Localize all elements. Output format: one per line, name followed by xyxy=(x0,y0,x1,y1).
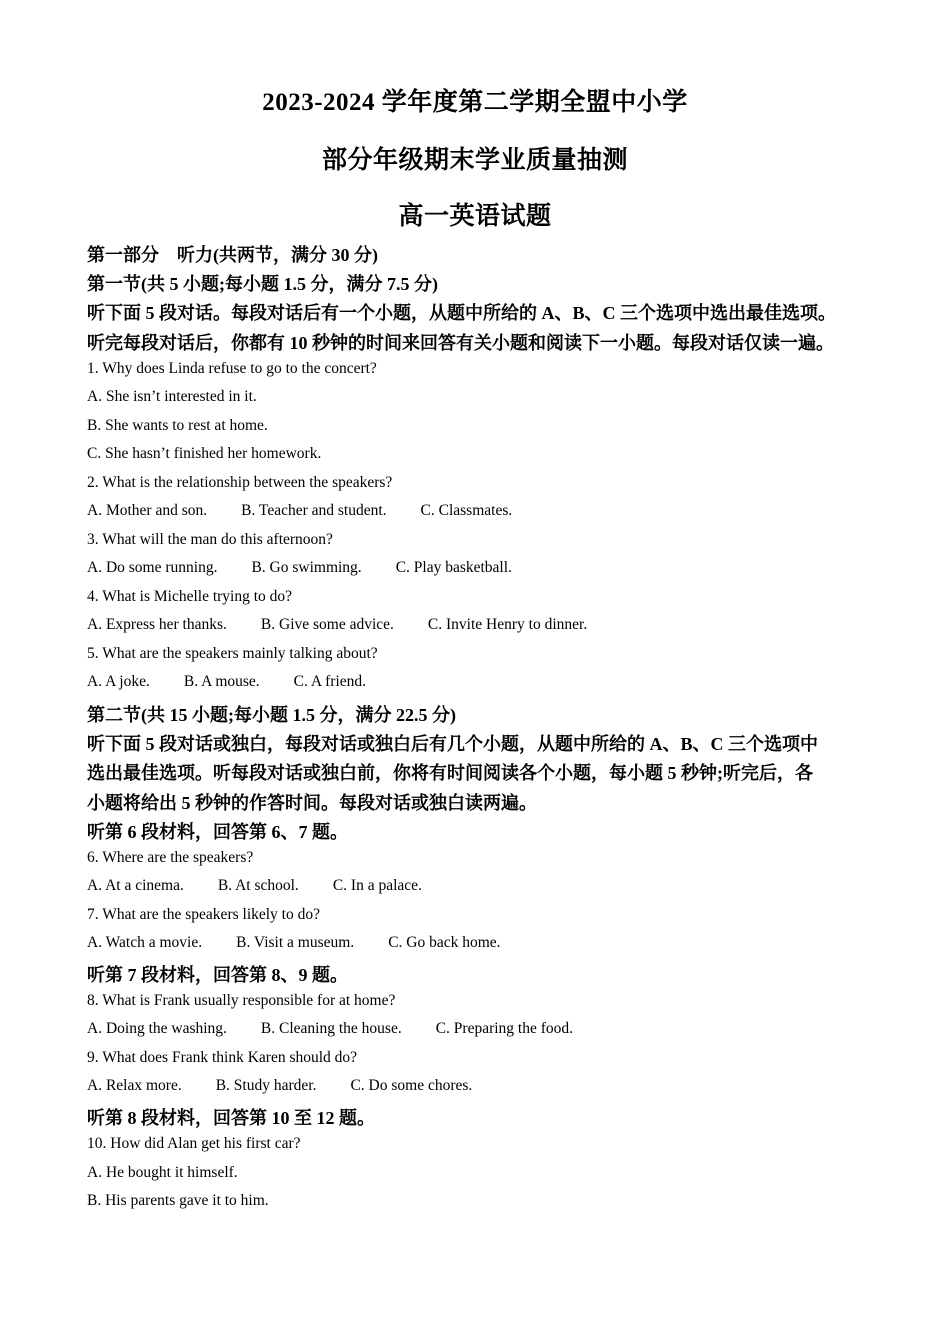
question-2: 2. What is the relationship between the speakers? xyxy=(87,474,393,491)
question-5-option-c: C. A friend. xyxy=(293,673,367,690)
question-10-option-b: B. His parents gave it to him. xyxy=(87,1192,269,1209)
question-10-option-a: A. He bought it himself. xyxy=(87,1164,238,1181)
section2-instruction: 选出最佳选项。听每段对话或独白前，你将有时间阅读各个小题，每小题 5 秒钟;听完后，各 xyxy=(87,763,813,783)
question-8-options xyxy=(87,1020,573,1038)
part1-heading: 第一部分 听力(共两节，满分 30 分) xyxy=(87,245,378,265)
section2-instruction: 听下面 5 段对话或独白，每段对话或独白后有几个小题，从题中所给的 A、B、C 三个选项中 xyxy=(87,734,818,754)
question-4-options xyxy=(87,616,587,634)
question-3-option-a: A. Do some running. xyxy=(87,559,218,576)
question-2-option-c: C. Classmates. xyxy=(420,502,513,519)
section2-instruction: 小题将给出 5 秒钟的作答时间。每段对话或独白读两遍。 xyxy=(87,793,537,813)
material-7-heading: 听第 7 段材料，回答第 8、9 题。 xyxy=(87,965,348,985)
question-6-option-a: A. At a cinema. xyxy=(87,877,184,894)
question-2-option-a: A. Mother and son. xyxy=(87,502,208,519)
question-9: 9. What does Frank think Karen should do? xyxy=(87,1049,358,1066)
question-8-option-a: A. Doing the washing. xyxy=(87,1020,227,1037)
question-9-option-a: A. Relax more. xyxy=(87,1077,182,1094)
question-9-option-c: C. Do some chores. xyxy=(350,1077,473,1094)
section1-instruction: 听下面 5 段对话。每段对话后有一个小题，从题中所给的 A、B、C 三个选项中选出最佳选项。 xyxy=(87,303,836,323)
question-8-option-c: C. Preparing the food. xyxy=(435,1020,574,1037)
section1-instruction: 听完每段对话后，你都有 10 秒钟的时间来回答有关小题和阅读下一小题。每段对话仅读一遍。 xyxy=(87,333,834,353)
question-1-option-b: B. She wants to rest at home. xyxy=(87,417,268,434)
question-7-option-a: A. Watch a movie. xyxy=(87,934,203,951)
material-6-heading: 听第 6 段材料，回答第 6、7 题。 xyxy=(87,822,348,842)
question-1: 1. Why does Linda refuse to go to the concert? xyxy=(87,360,377,377)
exam-title-line-2: 部分年级期末学业质量抽测 xyxy=(321,147,628,174)
question-5-option-a: A. A joke. xyxy=(87,673,150,690)
question-8-option-b: B. Cleaning the house. xyxy=(260,1020,402,1037)
question-10: 10. How did Alan get his first car? xyxy=(87,1135,301,1152)
question-2-option-b: B. Teacher and student. xyxy=(241,502,387,519)
question-3-option-c: C. Play basketball. xyxy=(395,559,512,576)
question-4-option-a: A. Express her thanks. xyxy=(87,616,227,633)
question-5-options xyxy=(87,673,366,691)
question-3: 3. What will the man do this afternoon? xyxy=(87,531,333,548)
question-1-option-a: A. She isn’t interested in it. xyxy=(87,388,257,405)
question-6-options xyxy=(87,877,422,895)
question-4-option-c: C. Invite Henry to dinner. xyxy=(427,616,588,633)
section1-heading: 第一节(共 5 小题;每小题 1.5 分，满分 7.5 分) xyxy=(87,274,438,294)
question-2-options xyxy=(87,502,512,520)
question-9-options xyxy=(87,1077,472,1095)
question-6-option-b: B. At school. xyxy=(217,877,299,894)
question-7-option-b: B. Visit a museum. xyxy=(236,934,355,951)
exam-title-line-3: 高一英语试题 xyxy=(398,203,552,230)
question-8: 8. What is Frank usually responsible for at home? xyxy=(87,992,396,1009)
question-5-option-b: B. A mouse. xyxy=(183,673,260,690)
question-3-option-b: B. Go swimming. xyxy=(251,559,362,576)
section2-heading: 第二节(共 15 小题;每小题 1.5 分，满分 22.5 分) xyxy=(87,705,456,725)
question-6: 6. Where are the speakers? xyxy=(87,849,254,866)
question-3-options xyxy=(87,559,512,577)
question-6-option-c: C. In a palace. xyxy=(332,877,422,894)
question-4-option-b: B. Give some advice. xyxy=(260,616,394,633)
material-8-heading: 听第 8 段材料，回答第 10 至 12 题。 xyxy=(87,1108,375,1128)
question-7-options xyxy=(87,934,501,952)
question-4: 4. What is Michelle trying to do? xyxy=(87,588,293,605)
question-7-option-c: C. Go back home. xyxy=(388,934,501,951)
question-1-option-c: C. She hasn’t finished her homework. xyxy=(87,445,322,462)
exam-title-line-1: 2023-2024 学年度第二学期全盟中小学 xyxy=(262,89,688,116)
question-5: 5. What are the speakers mainly talking about? xyxy=(87,645,378,662)
question-7: 7. What are the speakers likely to do? xyxy=(87,906,320,923)
question-9-option-b: B. Study harder. xyxy=(215,1077,317,1094)
